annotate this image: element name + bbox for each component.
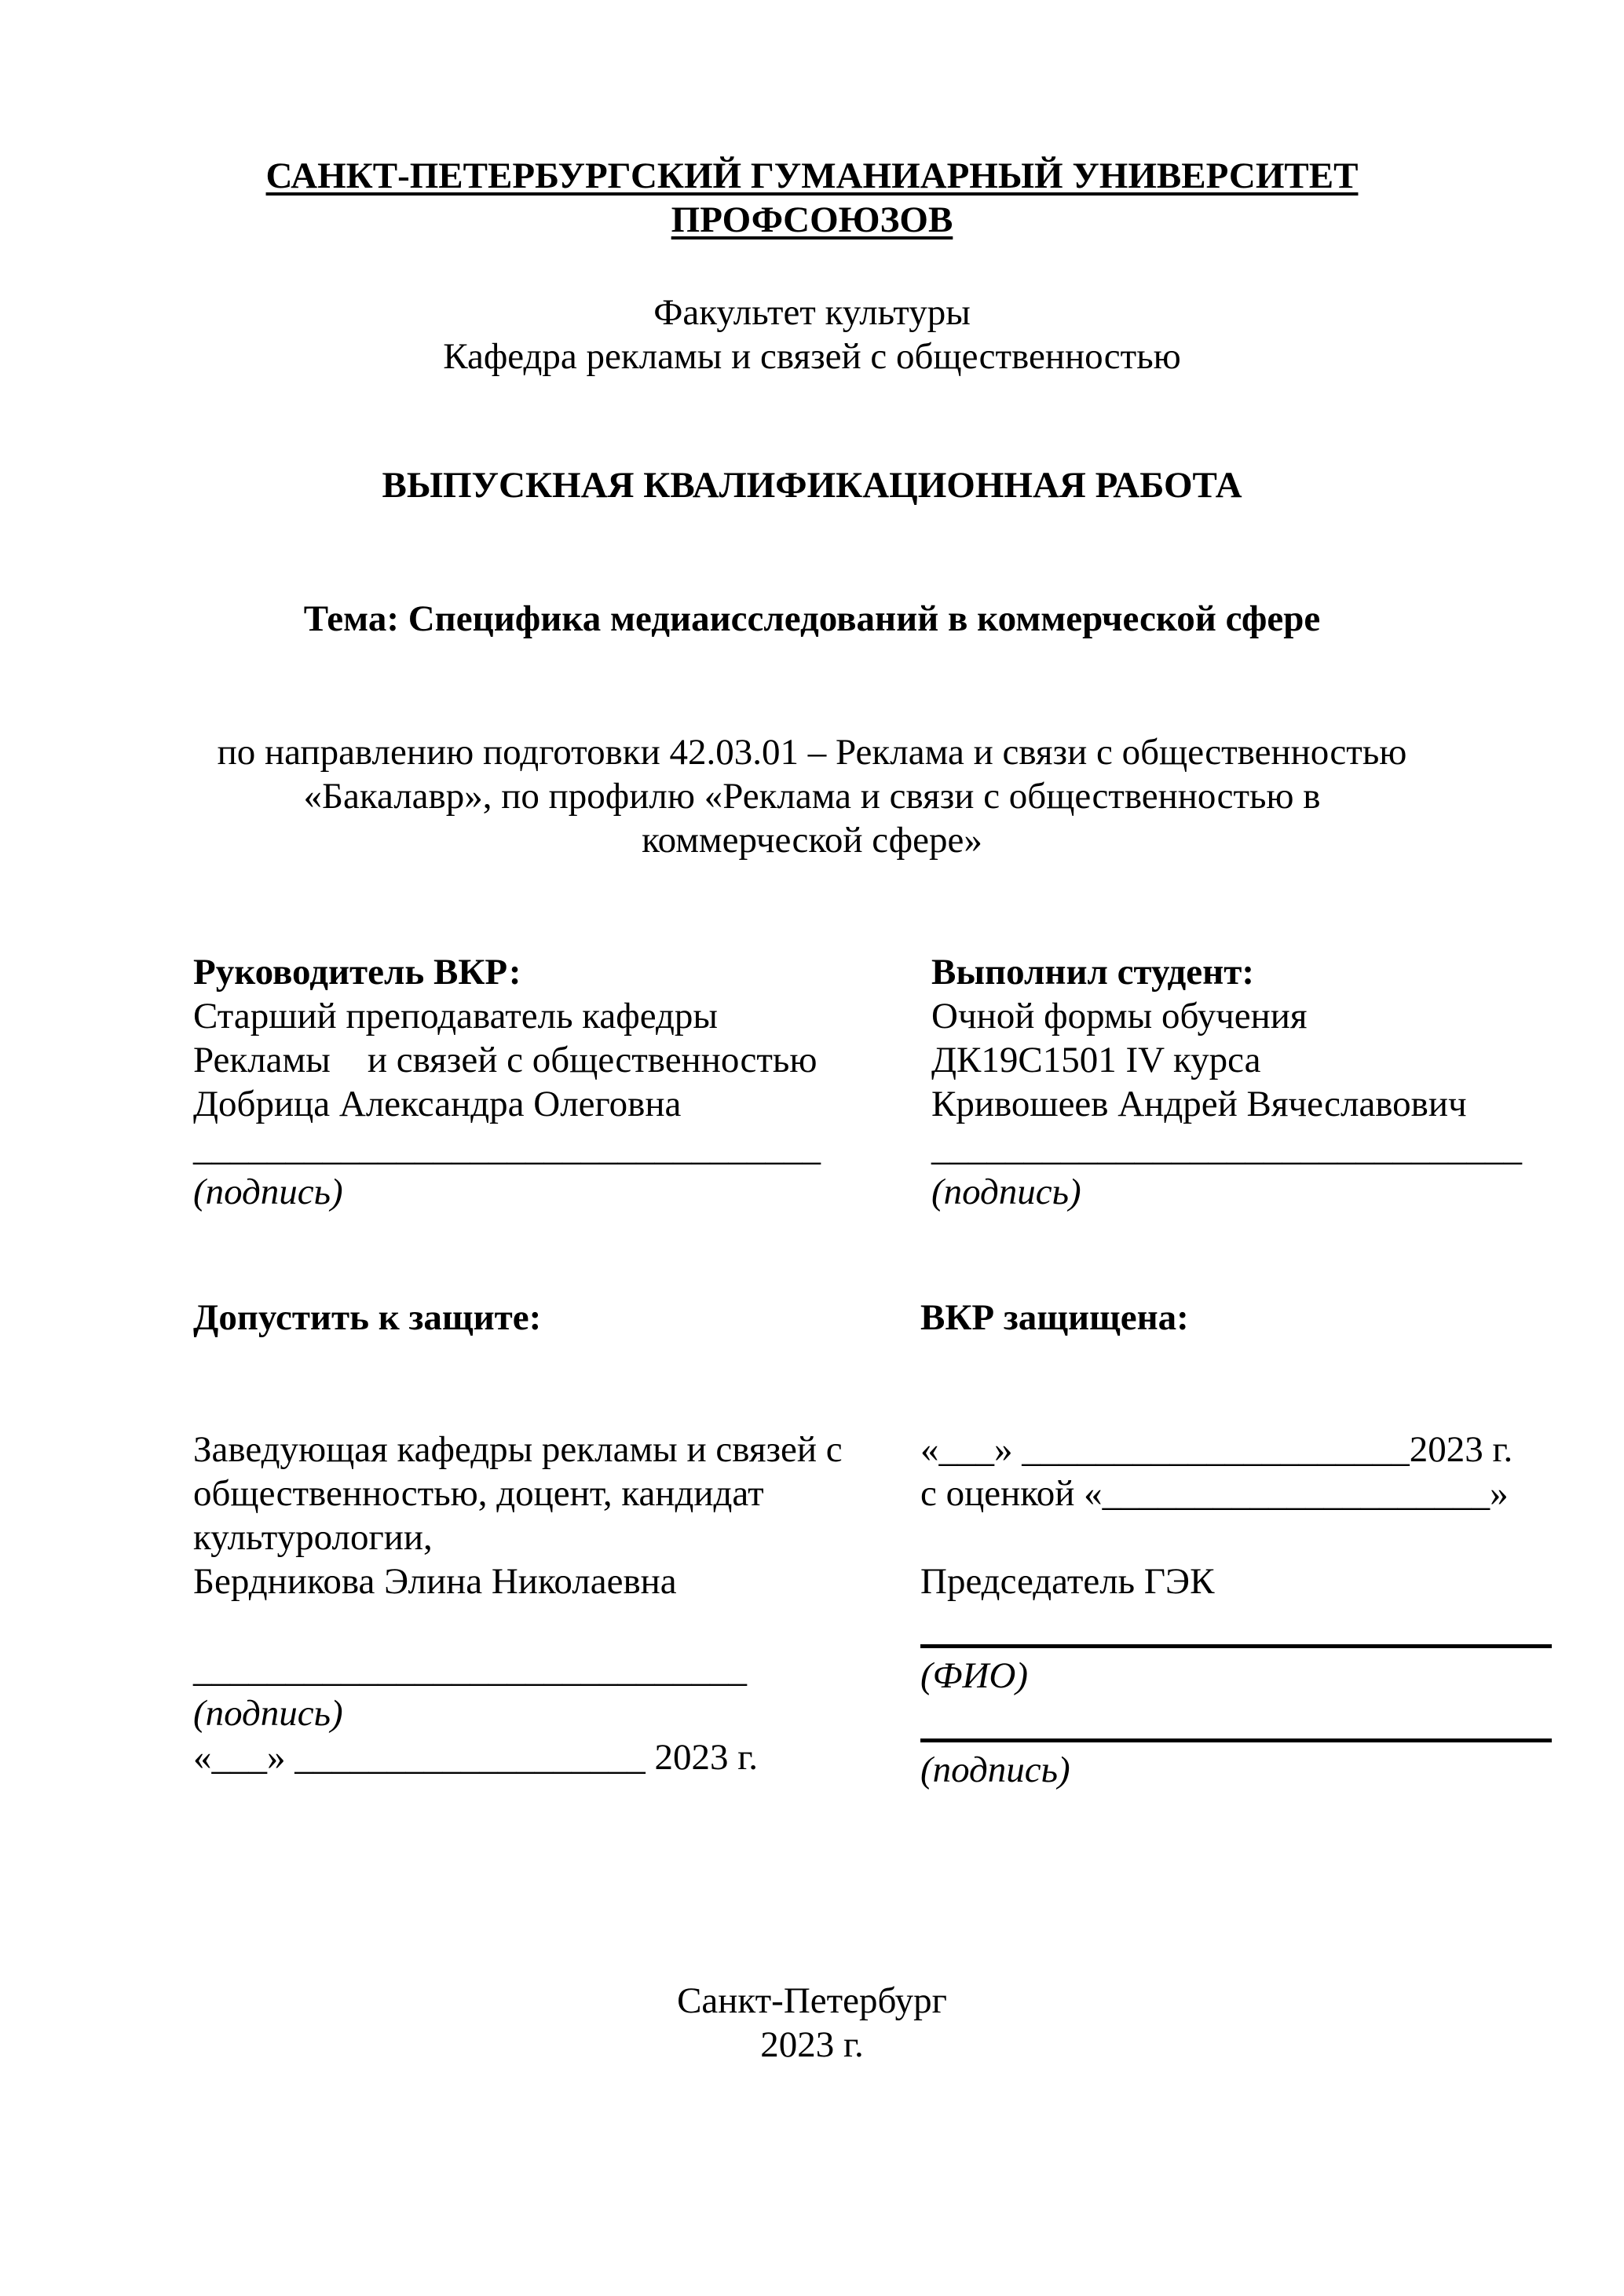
supervisor-heading: Руководитель ВКР: <box>193 952 521 993</box>
supervisor-name: Добрица Александра Олеговна <box>193 1084 682 1124</box>
admission-position-line2: общественностью, доцент, кандидат <box>193 1473 764 1514</box>
supervisor-signature-caption: (подпись) <box>193 1172 343 1212</box>
supervisor-signature-line[interactable]: __________________________________ <box>193 1128 821 1168</box>
defense-signature-line[interactable] <box>920 1738 1552 1742</box>
defense-heading: ВКР защищена: <box>920 1297 1189 1338</box>
admission-date-line[interactable]: «___» ___________________ 2023 г. <box>193 1737 758 1778</box>
defense-signature-caption: (подпись) <box>920 1749 1070 1790</box>
defense-fio-line[interactable] <box>920 1644 1552 1648</box>
direction-line1: по направлению подготовки 42.03.01 – Реклама и связи с общественностью <box>217 732 1407 773</box>
department-name: Кафедра рекламы и связей с общественностью <box>443 336 1181 377</box>
admission-position-line1: Заведующая кафедры рекламы и связей с <box>193 1429 843 1470</box>
student-signature-caption: (подпись) <box>931 1172 1081 1212</box>
admission-signature-line[interactable]: ______________________________ <box>193 1649 747 1690</box>
faculty-name: Факультет культуры <box>653 292 971 333</box>
admission-head-name: Бердникова Элина Николаевна <box>193 1561 677 1602</box>
student-name: Кривошеев Андрей Вячеславович <box>931 1084 1467 1124</box>
supervisor-department: Рекламы и связей с общественностью <box>193 1040 817 1080</box>
footer-year: 2023 г. <box>760 2024 864 2065</box>
university-name-line1: САНКТ-ПЕТЕРБУРГСКИЙ ГУМАНИАРНЫЙ УНИВЕРСИТЕТ <box>265 155 1359 196</box>
work-type-title: ВЫПУСКНАЯ КВАЛИФИКАЦИОННАЯ РАБОТА <box>382 465 1242 506</box>
supervisor-position: Старший преподаватель кафедры <box>193 996 718 1036</box>
admission-signature-caption: (подпись) <box>193 1693 343 1734</box>
defense-chair-label: Председатель ГЭК <box>920 1561 1215 1602</box>
student-study-form: Очной формы обучения <box>931 996 1308 1036</box>
admission-heading: Допустить к защите: <box>193 1297 542 1338</box>
admission-position-line3: культурологии, <box>193 1517 433 1558</box>
student-heading: Выполнил студент: <box>931 952 1254 993</box>
direction-line3: коммерческой сфере» <box>642 820 982 861</box>
direction-line2: «Бакалавр», по профилю «Реклама и связи с общественностью в <box>303 776 1321 817</box>
topic-title: Тема: Специфика медиаисследований в коммерческой сфере <box>303 598 1321 639</box>
defense-fio-caption: (ФИО) <box>920 1655 1028 1696</box>
defense-grade-line[interactable]: с оценкой «_____________________» <box>920 1473 1509 1514</box>
university-name-line2: ПРОФСОЮЗОВ <box>671 199 953 240</box>
defense-date-line[interactable]: «___» _____________________2023 г. <box>920 1429 1513 1470</box>
student-group: ДК19С1501 IV курса <box>931 1040 1261 1080</box>
footer-city: Санкт-Петербург <box>677 1980 947 2021</box>
student-signature-line[interactable]: ________________________________ <box>931 1128 1522 1168</box>
